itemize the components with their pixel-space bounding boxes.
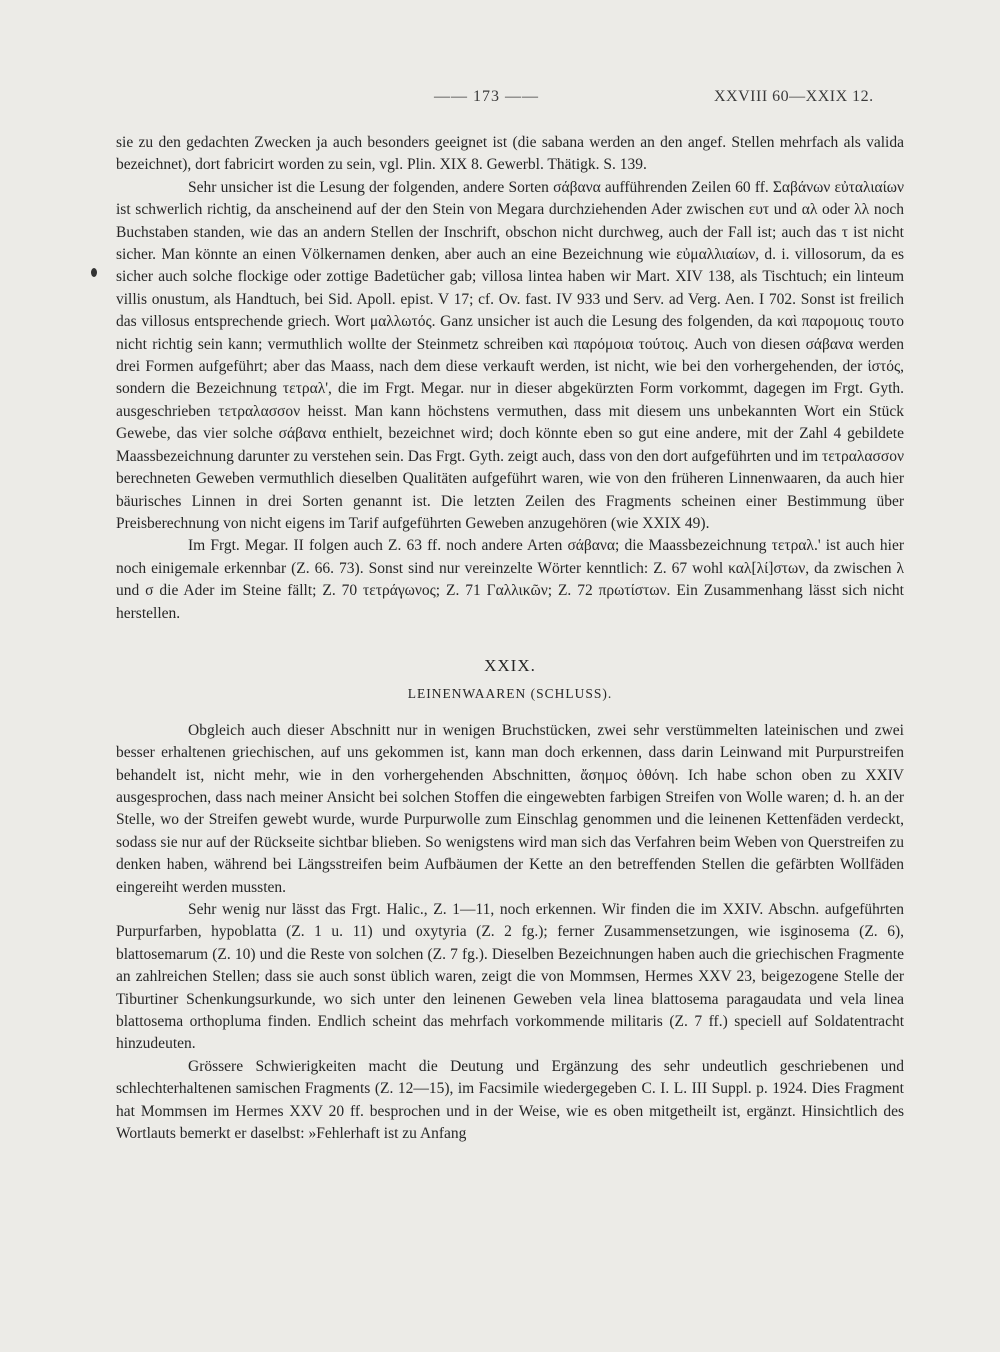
paragraph: Obgleich auch dieser Abschnitt nur in wenigen Bruchstücken, zwei sehr verstümmelten lateinischen und zwei besser erhaltenen griechischen, auf uns gekommen ist, kann man doch erkennen, dass darin Leinwand mit Purpurstreifen behandelt ist, nicht mehr, wie in den vorhergehenden Abschnitten, ἄσημος ὀθόνη. Ich habe schon oben zu XXIV ausgesprochen, dass nach meiner Ansicht bei solchen Stoffen die eingewebten farbigen Streifen von Wolle waren; d. h. an der Stelle, wo der Streifen gewebt wurde, wurde Purpurwolle zum Einschlag genommen und die leinenen Kettenfäden verdeckt, sodass sie nur auf der Rückseite sichtbar blieben. So wenigstens wird man sich das Verfahren beim Weben von Querstreifen zu denken haben, während bei Längsstreifen beim Aufbäumen der Kette an den betreffenden Stellen die gefärbten Wollfäden eingereiht werden mussten. — [116, 721, 904, 896]
page-number: —— 173 —— — [434, 88, 539, 105]
section-number: XXIX. — [484, 655, 536, 675]
paragraph: Grössere Schwierigkeiten macht die Deutung und Ergänzung des sehr undeutlich geschriebenen und schlechterhaltenen samischen Fragments (Z. 12—15), im Facsimile wiedergegeben C. I. L. III Suppl. p. 1924. Dies Fragment hat Mommsen im Hermes XXV 20 ff. besprochen und in der Weise, wie es oben mitgetheilt ist, ergänzt. Hinsichtlich des Wortlauts bemerkt er daselbst: »Fehlerhaft ist zu Anfang — [116, 1057, 904, 1143]
margin-mark — [91, 268, 97, 277]
paragraph: Im Frgt. Megar. II folgen auch Z. 63 ff. noch andere Arten σάβανα; die Maassbezeichnung τετραλ.' ist auch hier noch einigemale erkennbar (Z. 66. 73). Sonst sind nur vereinzelte Wörter kenntlich: Z. 67 wohl καλ[λί]στων, da zwischen λ und σ die Ader im Steine fällt; Z. 70 τετράγωνος; Z. 71 Γαλλικῶν; Z. 72 πρωτίστων. Ein Zusammenhang lässt sich nicht herstellen. — [116, 537, 904, 622]
section-reference: XXVIII 60—XXIX 12. — [714, 88, 874, 105]
paragraph: sie zu den gedachten Zwecken ja auch besonders geeignet ist (die sabana werden an den angef. Stellen mehrfach als valida bezeichnet), dort fabricirt worden zu sein, vgl. Plin. XIX 8. Gewerbl. Thätigk. S. 139. — [116, 134, 904, 174]
paragraph: Sehr unsicher ist die Lesung der folgenden, andere Sorten σάβανα aufführenden Zeilen 60 ff. Σαβάνων εὐταλιαίων ist schwerlich richtig, da anscheinend auf der den Stein von Megara durchziehenden Ader zwischen ευτ und αλ oder λλ noch Buchstaben standen, wie das an andern Stellen der Inschrift, obschon nicht durchweg, auch der Fall ist; auch das τ ist nicht sicher. Man könnte an einen Völkernamen denken, aber auch an eine Bezeichnung wie εὐμαλλιαίων, d. i. villosorum, da es sicher auch solche flockige oder zottige Badetücher gab; villosa lintea haben wir Mart. XIV 138, als Tischtuch; ein linteum villis onustum, als Handtuch, bei Sid. Apoll. epist. V 17; cf. Ov. fast. IV 933 und Serv. ad Verg. Aen. I 702. Sonst ist freilich das villosus entsprechende griech. Wort μαλλωτός. Ganz unsicher ist auch die Lesung des folgenden, da καὶ παρομοιις τουτο nicht richtig sein kann; vermuthlich wollte der Steinmetz schreiben καὶ παρόμοια τούτοις. Auch von diesen σάβανα werden drei Formen aufgeführt; aber das Maass, nach dem diese verkauft werden, ist nicht, wie bei den vorhergehenden, der ἱστός, sondern die Bezeichnung τετραλ', die im Frgt. Megar. nur in dieser abgekürzten Form vorkommt, dagegen im Frgt. Gyth. ausgeschrieben τετραλασσον heisst. Man kann höchstens vermuthen, dass mit diesem uns unbekannten Wort ein Stück Gewebe, das vier solche σάβανα enthielt, bezeichnet wird; doch könnte eben so gut eine andere, mit der Zahl 4 gebildete Maassbezeichnung darunter zu verstehen sein. Das Frgt. Gyth. zeigt auch, dass von den dort aufgeführten und im τετραλασσον berechneten Geweben vermuthlich dieselben Qualitäten aufgeführt waren, wie von den früheren Linnenwaaren, da auch hier bäurisches Linnen in drei Sorten genannt ist. Die letzten Zeilen des Fragments scheinen einer Bestimmung über Preisberechnung von nicht eigens im Tarif aufgeführten Geweben anzugehören (wie XXIX 49). — [116, 178, 904, 532]
running-head — [0, 88, 1000, 112]
body-text — [116, 132, 904, 1145]
paragraph: Sehr wenig nur lässt das Frgt. Halic., Z. 1—11, noch erkennen. Wir finden die im XXIV. Abschn. aufgeführten Purpurfarben, hypoblatta (Z. 1 u. 11) und oxytyria (Z. 2 fg.); ferner Zusammensetzungen, wie isginosema (Z. 6), blattosemarum (Z. 10) und die Reste von solchen (Z. 7 fg.). Dieselben Bezeichnungen haben auch die griechischen Fragmente an zahlreichen Stellen; dass sie auch sonst üblich waren, zeigt die von Mommsen, Hermes XXV 23, beigezogene Stelle der Tiburtiner Schenkungsurkunde, wo sich unter den leinenen Geweben vela linea blattosema paragaudata und vela linea blattosema orthopluma finden. Endlich scheint das mehrfach vorkommende militaris (Z. 7 ff.) speciell auf Soldatentracht hinzudeuten. — [116, 901, 904, 1053]
section-title: LEINENWAAREN (SCHLUSS). — [407, 686, 613, 702]
